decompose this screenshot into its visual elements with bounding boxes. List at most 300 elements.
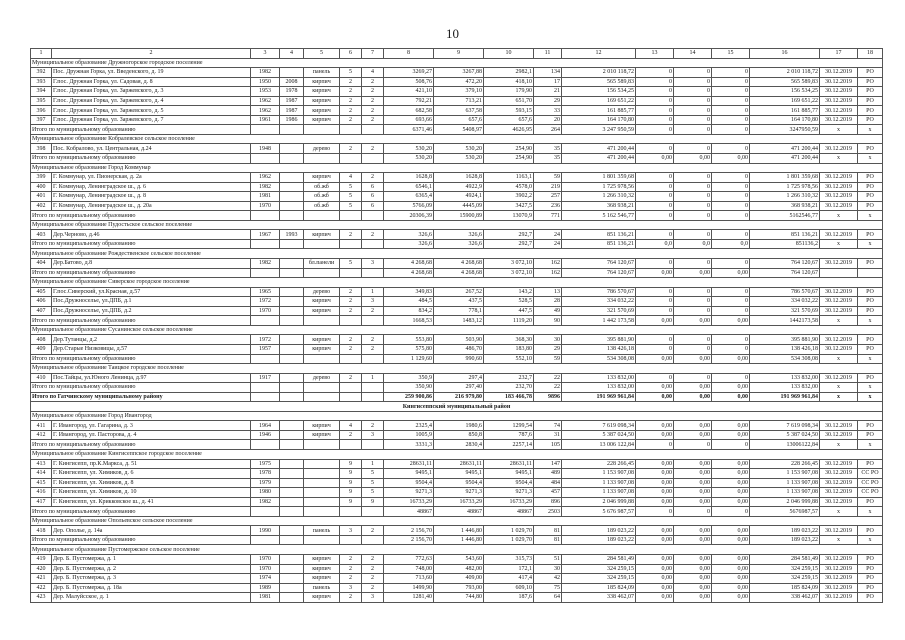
table-row bbox=[31, 564, 883, 574]
table-cell: 6 bbox=[362, 201, 384, 211]
table-cell: 9 bbox=[362, 497, 384, 507]
table-cell: 2 bbox=[362, 144, 384, 154]
table-cell: 0,00 bbox=[712, 383, 750, 393]
table-cell: 0 bbox=[712, 211, 750, 221]
table-cell: 0,00 bbox=[712, 316, 750, 326]
table-cell: 2 bbox=[362, 526, 384, 536]
table-cell bbox=[280, 459, 304, 469]
table-cell: 161 885,77 bbox=[562, 106, 636, 116]
table-cell: 1965 bbox=[251, 287, 280, 297]
table-cell: 0 bbox=[674, 211, 712, 221]
table-cell: 543,60 bbox=[434, 554, 484, 564]
table-cell: 0 bbox=[712, 115, 750, 125]
table-cell bbox=[304, 211, 340, 221]
table-cell: 0,00 bbox=[674, 392, 712, 402]
table-cell: 0 bbox=[712, 125, 750, 135]
table-cell: 1499,90 bbox=[384, 583, 434, 593]
table-cell: 0 bbox=[674, 440, 712, 450]
table-cell: 2 bbox=[340, 115, 362, 125]
table-cell: панель bbox=[304, 583, 340, 593]
municipality-heading: Муниципальное образование Кобралевское сельское поселение bbox=[31, 134, 883, 144]
table-cell: 0 bbox=[712, 335, 750, 345]
table-cell: 503,90 bbox=[434, 335, 484, 345]
table-cell: 0 bbox=[712, 68, 750, 78]
table-cell: 0,00 bbox=[636, 488, 674, 498]
table-cell: 2 bbox=[362, 115, 384, 125]
table-cell: 59 bbox=[534, 354, 562, 364]
table-cell: 1 446,80 bbox=[434, 535, 484, 545]
table-cell: 33 bbox=[534, 106, 562, 116]
table-cell: Г.пос. Дружная Горка, ул. Заржевского, д. 4 bbox=[52, 96, 251, 106]
table-cell: 2 bbox=[362, 421, 384, 431]
district-heading: Кингисеппский муниципальный район bbox=[31, 402, 883, 412]
table-cell: 24 bbox=[534, 230, 562, 240]
table-cell: 1950 bbox=[251, 77, 280, 87]
table-cell: 2 046 999,88 bbox=[750, 497, 820, 507]
table-cell: 2 bbox=[362, 306, 384, 316]
municipality-heading: Муниципальное образование Пустомержское сельское поселение bbox=[31, 545, 883, 555]
table-cell: 2 bbox=[362, 230, 384, 240]
table-cell: 2 bbox=[340, 106, 362, 116]
table-cell: 2 046 999,88 bbox=[562, 497, 636, 507]
table-cell: РО bbox=[858, 583, 883, 593]
table-cell: 324 259,15 bbox=[750, 564, 820, 574]
table-cell: 2 bbox=[362, 574, 384, 584]
table-cell bbox=[362, 316, 384, 326]
table-cell: Дер. Б. Пустомержа, д. 2 bbox=[52, 564, 251, 574]
table-cell: 284 581,49 bbox=[750, 554, 820, 564]
table-cell: 457 bbox=[534, 488, 562, 498]
table-cell bbox=[340, 535, 362, 545]
table-row bbox=[31, 459, 883, 469]
table-cell: 0,0 bbox=[636, 239, 674, 249]
table-cell: 0,00 bbox=[712, 564, 750, 574]
table-cell: х bbox=[820, 239, 858, 249]
table-cell: 9495,1 bbox=[484, 469, 534, 479]
table-cell: 30.12.2019 bbox=[820, 306, 858, 316]
subtotal-row bbox=[31, 239, 883, 249]
table-cell: 1 725 978,56 bbox=[562, 182, 636, 192]
table-cell bbox=[362, 507, 384, 517]
table-row bbox=[31, 87, 883, 97]
table-cell: 326,6 bbox=[384, 239, 434, 249]
table-cell: 5 162 546,77 bbox=[562, 211, 636, 221]
table-cell: 405 bbox=[31, 287, 52, 297]
table-cell: 0,00 bbox=[674, 488, 712, 498]
table-cell: 2257,14 bbox=[484, 440, 534, 450]
table-cell: 1979 bbox=[251, 478, 280, 488]
column-number: 10 bbox=[484, 49, 534, 59]
column-number: 15 bbox=[712, 49, 750, 59]
table-cell: 0 bbox=[712, 77, 750, 87]
table-cell: 0 bbox=[636, 182, 674, 192]
table-cell: 0,00 bbox=[674, 593, 712, 603]
table-cell: 0,00 bbox=[712, 478, 750, 488]
table-cell: 0,00 bbox=[636, 497, 674, 507]
table-cell: 259 900,86 bbox=[384, 392, 434, 402]
table-cell: х bbox=[858, 354, 883, 364]
table-cell: 349,83 bbox=[384, 287, 434, 297]
table-row bbox=[31, 115, 883, 125]
table-cell: СС РО bbox=[858, 478, 883, 488]
column-number: 11 bbox=[534, 49, 562, 59]
table-cell: х bbox=[858, 535, 883, 545]
table-cell bbox=[280, 497, 304, 507]
table-cell bbox=[280, 259, 304, 269]
table-cell: 75 bbox=[534, 583, 562, 593]
table-cell: 396 bbox=[31, 106, 52, 116]
table-cell: 9 bbox=[340, 469, 362, 479]
table-cell: 81 bbox=[534, 535, 562, 545]
table-cell: 30.12.2019 bbox=[820, 335, 858, 345]
table-cell: 30.12.2019 bbox=[820, 564, 858, 574]
table-cell: РО bbox=[858, 87, 883, 97]
table-cell: 13 006 122,84 bbox=[562, 440, 636, 450]
column-number: 12 bbox=[562, 49, 636, 59]
table-cell: 0,00 bbox=[636, 564, 674, 574]
table-cell: 1 133 907,08 bbox=[562, 488, 636, 498]
table-cell: 2 bbox=[362, 335, 384, 345]
table-cell: РО bbox=[858, 106, 883, 116]
table-row bbox=[31, 583, 883, 593]
table-cell: 834,2 bbox=[384, 306, 434, 316]
table-cell bbox=[251, 211, 280, 221]
table-cell: х bbox=[858, 211, 883, 221]
table-cell: 0,00 bbox=[712, 497, 750, 507]
table-cell: 0,00 bbox=[712, 430, 750, 440]
table-cell: 0,00 bbox=[636, 526, 674, 536]
table-cell bbox=[858, 268, 883, 278]
table-cell bbox=[251, 154, 280, 164]
table-cell bbox=[251, 535, 280, 545]
table-cell: 2 bbox=[340, 297, 362, 307]
table-cell: 0 bbox=[674, 87, 712, 97]
table-cell: 232,7 bbox=[484, 373, 534, 383]
table-cell: 0 bbox=[674, 115, 712, 125]
table-cell: Пос.Дружноселье, ул.ДПБ, д.1 bbox=[52, 297, 251, 307]
table-cell: 30.12.2019 bbox=[820, 192, 858, 202]
column-number: 3 bbox=[251, 49, 280, 59]
municipality-heading-row bbox=[31, 411, 883, 421]
table-cell: 1948 bbox=[251, 144, 280, 154]
table-cell: 1970 bbox=[251, 306, 280, 316]
table-cell: 393 bbox=[31, 77, 52, 87]
table-cell: кирпич bbox=[304, 335, 340, 345]
table-cell: 0 bbox=[674, 182, 712, 192]
municipality-heading-row bbox=[31, 516, 883, 526]
table-cell: 2 bbox=[340, 335, 362, 345]
table-cell: 1946 bbox=[251, 430, 280, 440]
table-cell bbox=[362, 154, 384, 164]
table-cell: 0 bbox=[636, 115, 674, 125]
table-cell: 9271,3 bbox=[434, 488, 484, 498]
table-cell: 0 bbox=[636, 287, 674, 297]
table-cell: 565 589,83 bbox=[750, 77, 820, 87]
municipality-heading-row bbox=[31, 134, 883, 144]
table-cell: 552,10 bbox=[484, 354, 534, 364]
table-cell: 0 bbox=[636, 106, 674, 116]
table-cell: Дер. Ополье, д. 14а bbox=[52, 526, 251, 536]
table-cell: 637,58 bbox=[434, 106, 484, 116]
table-cell bbox=[304, 497, 340, 507]
table-cell: 74 bbox=[534, 421, 562, 431]
table-cell: 29 bbox=[534, 96, 562, 106]
table-cell: 13 bbox=[534, 287, 562, 297]
table-cell: 0,00 bbox=[636, 535, 674, 545]
table-row bbox=[31, 287, 883, 297]
table-cell: 0,00 bbox=[674, 583, 712, 593]
table-cell: 1980 bbox=[251, 488, 280, 498]
municipality-heading-row bbox=[31, 278, 883, 288]
table-cell bbox=[340, 316, 362, 326]
table-cell: РО bbox=[858, 344, 883, 354]
table-cell bbox=[280, 526, 304, 536]
table-cell: 28 bbox=[534, 297, 562, 307]
table-cell: 1986 bbox=[280, 115, 304, 125]
table-cell: 2 bbox=[340, 574, 362, 584]
table-cell: 1972 bbox=[251, 297, 280, 307]
table-cell: 0 bbox=[674, 192, 712, 202]
table-cell: 9 bbox=[340, 488, 362, 498]
table-cell: 0,00 bbox=[674, 354, 712, 364]
table-cell: 0 bbox=[636, 211, 674, 221]
table-cell: 416 bbox=[31, 488, 52, 498]
table-cell: Дер. Б. Пустомержа, д. 3 bbox=[52, 574, 251, 584]
table-cell: 0 bbox=[674, 173, 712, 183]
table-cell: 0,00 bbox=[636, 421, 674, 431]
table-cell: 398 bbox=[31, 144, 52, 154]
table-cell: 2 bbox=[362, 96, 384, 106]
table-cell: 3 072,10 bbox=[484, 268, 534, 278]
table-cell: 0 bbox=[712, 230, 750, 240]
table-cell: 0,00 bbox=[636, 469, 674, 479]
table-cell: 1962 bbox=[251, 106, 280, 116]
table-cell: 565 589,83 bbox=[562, 77, 636, 87]
table-cell: 321 570,69 bbox=[750, 306, 820, 316]
table-cell: 3269,27 bbox=[384, 68, 434, 78]
table-cell: 30 bbox=[534, 335, 562, 345]
table-cell: 682,58 bbox=[384, 106, 434, 116]
table-cell: 764 120,67 bbox=[562, 268, 636, 278]
table-cell: 0,00 bbox=[636, 459, 674, 469]
table-cell: Г.пос. Дружная Горка, ул. Садовая, д. 8 bbox=[52, 77, 251, 87]
table-cell: 0,00 bbox=[636, 154, 674, 164]
table-cell: 1 725 978,56 bbox=[750, 182, 820, 192]
table-cell: 484,5 bbox=[384, 297, 434, 307]
column-number: 4 bbox=[280, 49, 304, 59]
table-cell: 30.12.2019 bbox=[820, 526, 858, 536]
table-cell bbox=[251, 239, 280, 249]
table-cell bbox=[280, 488, 304, 498]
column-number: 18 bbox=[858, 49, 883, 59]
table-cell: 16733,29 bbox=[384, 497, 434, 507]
table-cell: 0 bbox=[674, 507, 712, 517]
table-cell: 1442173,58 bbox=[750, 316, 820, 326]
table-cell: 0 bbox=[674, 297, 712, 307]
table-cell bbox=[280, 316, 304, 326]
table-cell: 0 bbox=[674, 230, 712, 240]
table-cell: об.жб bbox=[304, 182, 340, 192]
table-cell: 0 bbox=[712, 144, 750, 154]
subtotal-row bbox=[31, 211, 883, 221]
table-cell: 415 bbox=[31, 478, 52, 488]
table-cell: 0,00 bbox=[712, 421, 750, 431]
table-cell: 1668,53 bbox=[384, 316, 434, 326]
table-cell: 143,2 bbox=[484, 287, 534, 297]
table-cell: 51 bbox=[534, 554, 562, 564]
table-cell: 1980,6 bbox=[434, 421, 484, 431]
subtotal-row bbox=[31, 440, 883, 450]
table-cell: 297,40 bbox=[434, 383, 484, 393]
table-cell: 20306,39 bbox=[384, 211, 434, 221]
table-cell: 0,00 bbox=[674, 268, 712, 278]
table-cell: 3 072,10 bbox=[484, 259, 534, 269]
table-cell: 0 bbox=[712, 344, 750, 354]
table-cell: 412 bbox=[31, 430, 52, 440]
table-cell: 216 979,80 bbox=[434, 392, 484, 402]
table-cell: РО bbox=[858, 287, 883, 297]
table-cell: 1163,1 bbox=[484, 173, 534, 183]
table-cell: 3247950,59 bbox=[750, 125, 820, 135]
table-cell: 397 bbox=[31, 115, 52, 125]
table-cell: 0,00 bbox=[712, 574, 750, 584]
table-cell: 0 bbox=[674, 77, 712, 87]
table-cell: Г. Ивангород, ул. Гагарина, д. 3 bbox=[52, 421, 251, 431]
table-cell bbox=[362, 440, 384, 450]
table-cell: 338 462,07 bbox=[750, 593, 820, 603]
table-cell: 22 bbox=[534, 373, 562, 383]
table-cell bbox=[280, 373, 304, 383]
table-cell: 771 bbox=[534, 211, 562, 221]
table-cell: 28631,11 bbox=[434, 459, 484, 469]
table-cell: 30.12.2019 bbox=[820, 259, 858, 269]
table-cell: 169 651,22 bbox=[562, 96, 636, 106]
table-cell: 162 bbox=[534, 259, 562, 269]
table-cell: 2008 bbox=[280, 77, 304, 87]
municipality-heading: Муниципальное образование Город Ивангород bbox=[31, 411, 883, 421]
table-cell bbox=[304, 469, 340, 479]
table-cell: х bbox=[820, 354, 858, 364]
table-cell: 764 120,67 bbox=[750, 259, 820, 269]
table-cell: 0 bbox=[636, 144, 674, 154]
table-cell: 2 bbox=[340, 230, 362, 240]
table-cell: 9 bbox=[340, 459, 362, 469]
table-cell: 0 bbox=[712, 173, 750, 183]
column-number: 14 bbox=[674, 49, 712, 59]
table-cell: 419 bbox=[31, 554, 52, 564]
table-cell: 1 801 359,68 bbox=[750, 173, 820, 183]
table-cell: 1974 bbox=[251, 574, 280, 584]
table-cell: 508,76 bbox=[384, 77, 434, 87]
table-cell: Дер. Б. Пустомержа, д. 18а bbox=[52, 583, 251, 593]
table-cell: 0,00 bbox=[636, 554, 674, 564]
table-cell: 0,00 bbox=[674, 383, 712, 393]
municipality-heading: Муниципальное образование Дружногорское городское поселение bbox=[31, 58, 883, 68]
table-cell bbox=[251, 125, 280, 135]
total-label: Итого по муниципальному образованию bbox=[31, 440, 251, 450]
table-cell: 9896 bbox=[534, 392, 562, 402]
table-cell: 0,00 bbox=[712, 392, 750, 402]
table-cell: 5 bbox=[340, 201, 362, 211]
subtotal-row bbox=[31, 507, 883, 517]
table-cell: 5 bbox=[340, 182, 362, 192]
table-cell: 3 bbox=[340, 526, 362, 536]
table-cell: 0,00 bbox=[712, 354, 750, 364]
table-cell: 368 938,21 bbox=[750, 201, 820, 211]
table-row bbox=[31, 593, 883, 603]
table-cell: 4445,09 bbox=[434, 201, 484, 211]
table-cell: Г. Кингисепп, ул. Крикковское ш., д. 41 bbox=[52, 497, 251, 507]
table-cell: 787,6 bbox=[484, 430, 534, 440]
table-cell: 534 308,08 bbox=[562, 354, 636, 364]
table-cell: 183,80 bbox=[484, 344, 534, 354]
table-cell: 30.12.2019 bbox=[820, 421, 858, 431]
table-cell: Г. Кингисепп, пр.К.Маркса, д. 51 bbox=[52, 459, 251, 469]
table-cell: 1 029,70 bbox=[484, 526, 534, 536]
table-cell: 164 170,80 bbox=[750, 115, 820, 125]
table-cell: 1 153 907,08 bbox=[562, 469, 636, 479]
table-cell: 264 bbox=[534, 125, 562, 135]
table-cell: 147 bbox=[534, 459, 562, 469]
table-cell: 402 bbox=[31, 201, 52, 211]
table-cell: 3331,3 bbox=[384, 440, 434, 450]
table-cell: 0 bbox=[674, 68, 712, 78]
table-cell: 609,10 bbox=[484, 583, 534, 593]
table-cell: 254,90 bbox=[484, 154, 534, 164]
table-cell: 748,00 bbox=[384, 564, 434, 574]
table-cell: 28631,11 bbox=[384, 459, 434, 469]
table-cell: кирпич bbox=[304, 574, 340, 584]
table-cell: 133 832,00 bbox=[562, 373, 636, 383]
table-cell: 30.12.2019 bbox=[820, 554, 858, 564]
table-cell: кирпич bbox=[304, 96, 340, 106]
subtotal-row bbox=[31, 125, 883, 135]
table-cell: 1917 bbox=[251, 373, 280, 383]
table-cell bbox=[304, 316, 340, 326]
table-cell: 4 bbox=[340, 421, 362, 431]
table-cell: 0 bbox=[712, 507, 750, 517]
table-cell: Дер.Батово, д.8 bbox=[52, 259, 251, 269]
table-cell: 7 619 098,34 bbox=[562, 421, 636, 431]
table-cell: 164 170,80 bbox=[562, 115, 636, 125]
table-cell: 5408,97 bbox=[434, 125, 484, 135]
table-cell: 0,0 bbox=[712, 239, 750, 249]
table-cell: х bbox=[820, 440, 858, 450]
table-cell: 9271,3 bbox=[384, 488, 434, 498]
table-cell: 30.12.2019 bbox=[820, 478, 858, 488]
table-cell: 593,15 bbox=[484, 106, 534, 116]
table-cell: 9504,4 bbox=[384, 478, 434, 488]
table-row bbox=[31, 497, 883, 507]
table-row bbox=[31, 373, 883, 383]
table-cell: 0 bbox=[636, 306, 674, 316]
table-row bbox=[31, 106, 883, 116]
table-cell: 257 bbox=[534, 192, 562, 202]
table-cell: Г. Кингисепп, ул. Химиков, д. 8 bbox=[52, 478, 251, 488]
table-cell: 851 136,21 bbox=[562, 230, 636, 240]
table-cell bbox=[340, 154, 362, 164]
table-cell: кирпич bbox=[304, 421, 340, 431]
table-cell: 6 bbox=[362, 192, 384, 202]
table-cell: РО bbox=[858, 77, 883, 87]
table-cell bbox=[280, 306, 304, 316]
table-cell: 1 129,60 bbox=[384, 354, 434, 364]
table-cell bbox=[280, 268, 304, 278]
table-cell: 187,6 bbox=[484, 593, 534, 603]
table-cell: 0 bbox=[712, 96, 750, 106]
table-cell: 0,00 bbox=[712, 535, 750, 545]
table-cell: РО bbox=[858, 459, 883, 469]
